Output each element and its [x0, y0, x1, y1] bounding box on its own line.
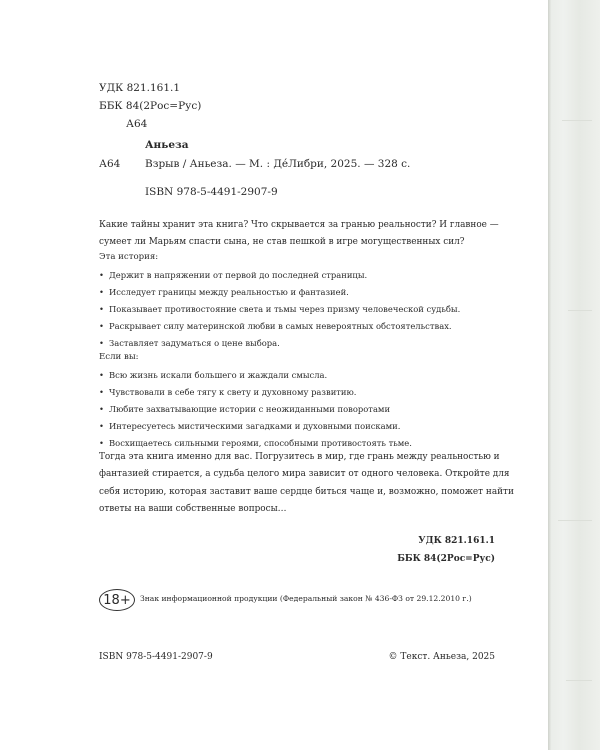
list-item: • Исследует границы между реальностью и фантазией.	[99, 284, 460, 301]
annotation-closing	[99, 449, 514, 519]
header-author-mark: А64	[126, 118, 148, 130]
footer-copyright: © Текст. Аньеза, 2025	[388, 652, 495, 662]
list-item: • Заставляет задуматься о цене выбора.	[99, 335, 460, 352]
list-item: • Раскрывает силу материнской любви в самых невероятных обстоятельствах.	[99, 318, 460, 335]
intro-line: сумеет ли Марьям спасти сына, не став пешкой в игре могущественных сил?	[99, 237, 465, 248]
classification-udk: УДК 821.161.1	[418, 536, 495, 546]
story-list	[99, 267, 460, 352]
list-item: • Восхищаетесь сильными героями, способными противостоять тьме.	[99, 435, 412, 452]
list-item: • Любите захватывающие истории с неожиданными поворотами	[99, 401, 412, 418]
annotation-intro	[99, 217, 499, 252]
age-rating-text: Знак информационной продукции (Федеральный закон № 436-ФЗ от 29.12.2010 г.)	[140, 594, 472, 603]
footer-isbn: ISBN 978-5-4491-2907-9	[99, 652, 213, 662]
closing-line: себя историю, которая заставит ваше сердце биться чаще и, возможно, поможет найти	[99, 486, 514, 497]
list-item: • Всю жизнь искали большего и жаждали смысла.	[99, 367, 412, 384]
catalog-author-mark: А64	[99, 158, 121, 170]
header-bbk: ББК 84(2Рос=Рус)	[99, 100, 202, 112]
classification-bbk: ББК 84(2Рос=Рус)	[397, 554, 495, 564]
list-item: • Чувствовали в себе тягу к свету и духовному развитию.	[99, 384, 412, 401]
page-edge-shadow	[548, 0, 600, 750]
list-item: • Держит в напряжении от первой до последней страницы.	[99, 267, 460, 284]
if-list	[99, 367, 412, 452]
list-item: • Показывает противостояние света и тьмы через призму человеческой судьбы.	[99, 301, 460, 318]
if-label: Если вы:	[99, 352, 139, 362]
closing-line: Тогда эта книга именно для вас. Погрузитесь в мир, где грань между реальностью и	[99, 452, 500, 462]
closing-line: ответы на ваши собственные вопросы…	[99, 504, 287, 515]
catalog-description: Взрыв / Аньеза. — М. : ДéЛибри, 2025. — 328 с.	[145, 158, 411, 170]
catalog-isbn: ISBN 978-5-4491-2907-9	[145, 186, 278, 198]
list-item: • Интересуетесь мистическими загадками и духовными поисками.	[99, 418, 412, 435]
catalog-author: Аньеза	[145, 139, 189, 151]
age-rating-badge: 18+	[99, 589, 135, 611]
story-label: Эта история:	[99, 252, 159, 262]
header-udk: УДК 821.161.1	[99, 82, 181, 94]
intro-line: Какие тайны хранит эта книга? Что скрывается за гранью реальности? И главное —	[99, 220, 499, 230]
closing-line: фантазией стирается, а судьба целого мира зависит от одного человека. Откройте для	[99, 469, 510, 480]
